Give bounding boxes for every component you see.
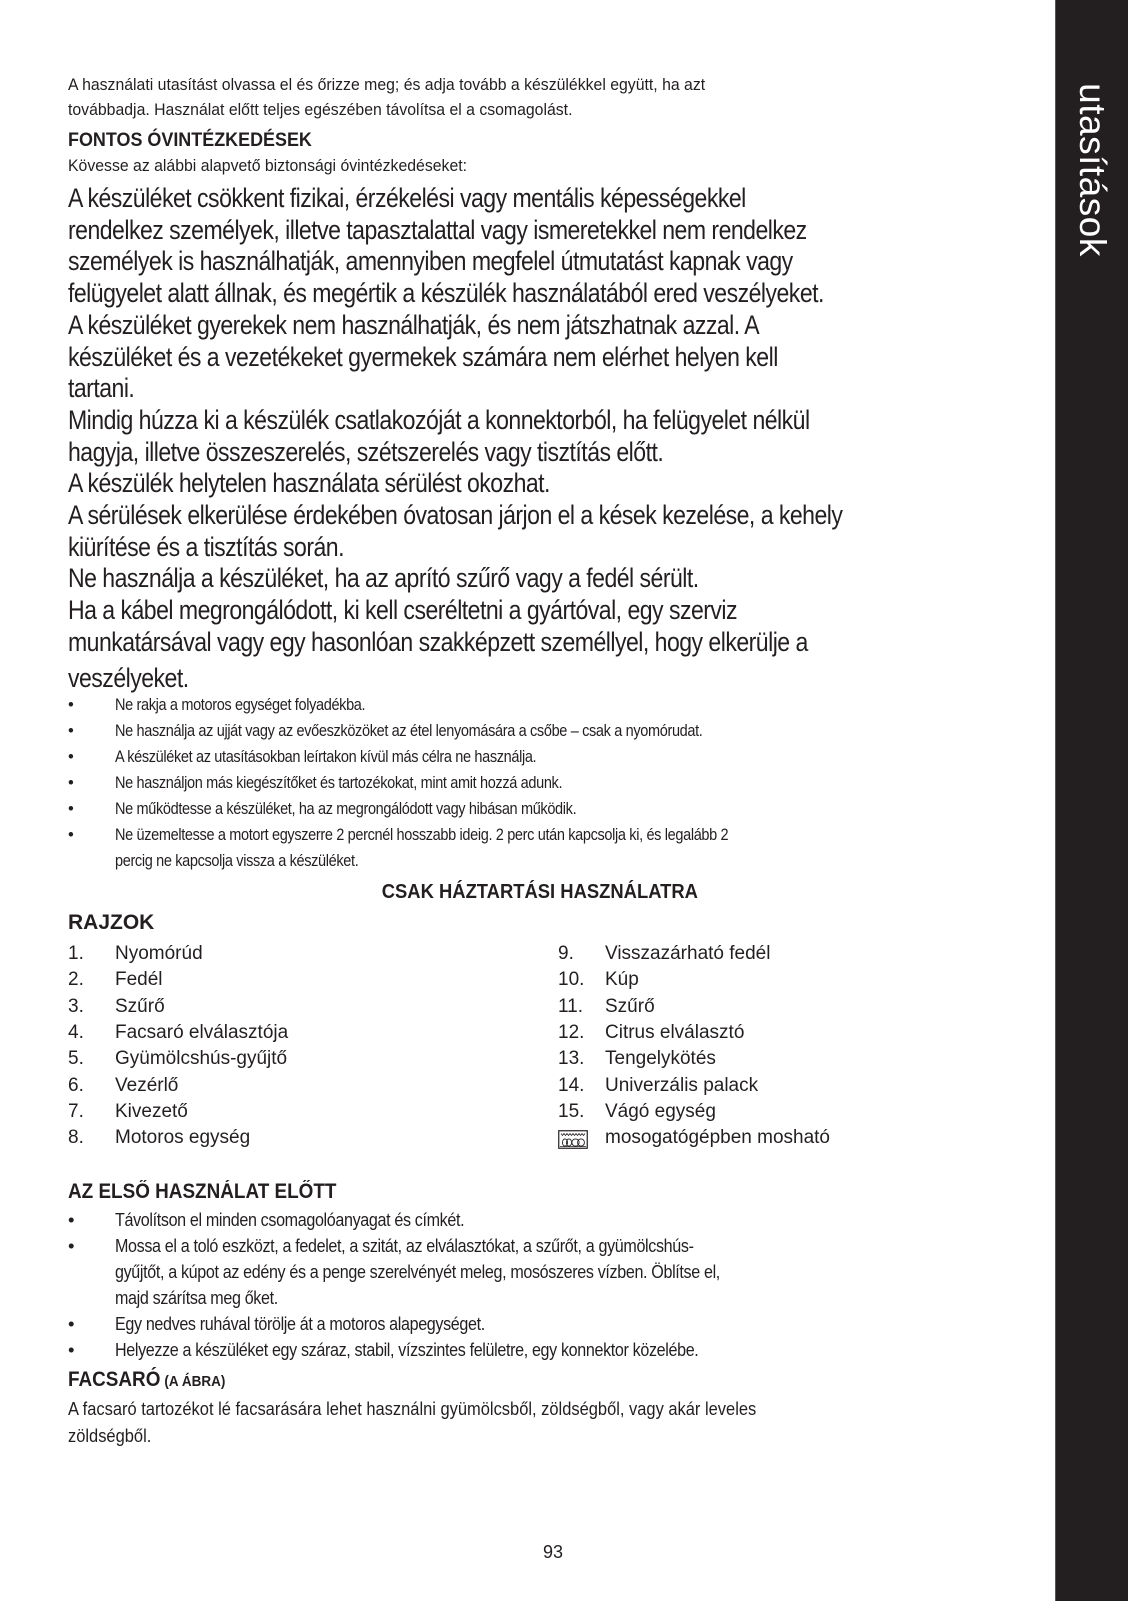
bullet-text: Ne működtesse a készüléket, ha az megrongálódott vagy hibásan működik. <box>115 800 577 818</box>
bullet-text: Mossa el a toló eszközt, a fedelet, a szitát, az elválasztókat, a szűrőt, a gyümölcshús- <box>115 1235 694 1256</box>
bullet-icon: • <box>68 826 74 844</box>
item-number: 12. <box>558 1021 585 1043</box>
item-number: 2. <box>68 969 84 991</box>
item-label: Vezérlő <box>115 1074 179 1096</box>
item-number: 4. <box>68 1021 84 1043</box>
bullet-icon: • <box>68 748 74 766</box>
dishwasher-safe-icon <box>558 1130 588 1149</box>
item-label: Kivezető <box>115 1100 188 1122</box>
item-label: Visszazárható fedél <box>605 943 771 964</box>
first-use-heading: AZ ELSŐ HASZNÁLAT ELŐTT <box>68 1180 337 1203</box>
dishwasher-safe-label: mosogatógépben mosható <box>605 1127 830 1149</box>
item-label: Fedél <box>115 969 163 991</box>
safety-line: A sérülések elkerülése érdekében óvatosan járjon el a kések kezelése, a kehely <box>68 500 843 531</box>
safety-line: A készüléket csökkent fizikai, érzékelési vagy mentális képességekkel <box>68 183 746 213</box>
safety-line: tartani. <box>68 373 135 404</box>
item-number: 13. <box>558 1048 585 1070</box>
bullet-icon: • <box>68 1313 75 1334</box>
juicer-heading-suffix: (A ÁBRA) <box>164 1373 226 1390</box>
item-label: Citrus elválasztó <box>605 1021 745 1043</box>
safety-line: munkatársával vagy egy hasonlóan szakképzett személlyel, hogy elkerülje a <box>68 626 808 657</box>
safety-large-text <box>68 183 958 694</box>
bullet-text: Távolítson el minden csomagolóanyagat és címkét. <box>115 1209 465 1230</box>
item-label: Szűrő <box>115 995 165 1017</box>
safety-line: felügyelet alatt állnak, és megértik a készülék használatából ered veszélyeket. <box>68 278 824 309</box>
safety-line: Mindig húzza ki a készülék csatlakozóját a konnektorból, ha felügyelet nélkül <box>68 404 810 435</box>
bullet-text: A készüléket az utasításokban leírtakon kívül más célra ne használja. <box>115 748 537 766</box>
safety-heading: FONTOS ÓVINTÉZKEDÉSEK <box>68 129 312 151</box>
item-number: 7. <box>68 1100 84 1122</box>
bullet-text: Helyezze a készüléket egy száraz, stabil, vízszintes felületre, egy konnektor közelébe. <box>115 1339 699 1360</box>
item-label: Kúp <box>605 969 639 991</box>
bullet-text: percig ne kapcsolja vissza a készüléket. <box>115 852 359 870</box>
item-label: Gyümölcshús-gyűjtő <box>115 1048 288 1070</box>
safety-line: rendelkez személyek, illetve tapasztalattal vagy ismeretekkel nem rendelkez <box>68 214 807 245</box>
safety-line: készüléket és a vezetékeket gyermekek számára nem elérhet helyen kell <box>68 341 778 372</box>
section-side-tab <box>1055 0 1128 1601</box>
item-number: 5. <box>68 1048 84 1070</box>
intro-line-2: továbbadja. Használat előtt teljes egészében távolítsa el a csomagolást. <box>68 100 573 119</box>
bullet-text: Ne üzemeltesse a motort egyszerre 2 percnél hosszabb ideig. 2 perc után kapcsolja ki, és legalább 2 <box>115 826 729 844</box>
bullet-text: Ne használja az ujját vagy az evőeszközöket az étel lenyomására a csőbe – csak a nyomórudat. <box>115 722 703 740</box>
item-number: 14. <box>558 1074 585 1096</box>
safety-line: személyek is használhatják, amennyiben megfelel útmutatást kapnak vagy <box>68 246 793 277</box>
household-notice: CSAK HÁZTARTÁSI HASZNÁLATRA <box>381 881 699 903</box>
item-number: 1. <box>68 943 84 964</box>
juicer-line: A facsaró tartozékot lé facsarására lehet használni gyümölcsből, zöldségből, vagy akár leveles <box>68 1398 757 1419</box>
bullet-text: Egy nedves ruhával törölje át a motoros alapegységet. <box>115 1313 485 1334</box>
item-label: Facsaró elválasztója <box>115 1021 289 1043</box>
bullet-text: majd szárítsa meg őket. <box>115 1287 278 1308</box>
item-number: 3. <box>68 995 84 1017</box>
item-number: 9. <box>558 943 574 964</box>
bullet-icon: • <box>68 1209 75 1230</box>
safety-line: kiürítése és a tisztítás során. <box>68 531 344 562</box>
item-label: Vágó egység <box>605 1100 716 1122</box>
item-label: Szűrő <box>605 995 655 1017</box>
item-number: 15. <box>558 1100 585 1122</box>
item-label: Univerzális palack <box>605 1074 759 1096</box>
item-label: Motoros egység <box>115 1127 251 1149</box>
bullet-icon: • <box>68 722 74 740</box>
drawings-list-left <box>68 941 528 1153</box>
juicer-heading-wrap <box>68 1368 225 1392</box>
bullet-text: Ne rakja a motoros egységet folyadékba. <box>115 696 366 714</box>
bullet-icon: • <box>68 1235 75 1256</box>
safety-line: Ne használja a készüléket, ha az aprító szűrő vagy a fedél sérült. <box>68 563 699 594</box>
item-label: Tengelykötés <box>605 1048 716 1070</box>
bullet-text: Ne használjon más kiegészítőket és tartozékokat, mint amit hozzá adunk. <box>115 774 563 792</box>
juicer-heading: FACSARÓ <box>68 1368 161 1391</box>
safety-line: hagyja, illetve összeszerelés, szétszerelés vagy tisztítás előtt. <box>68 436 664 467</box>
item-number: 10. <box>558 969 585 991</box>
bullet-icon: • <box>68 774 74 792</box>
side-tab-label: utasítások <box>1072 83 1113 257</box>
bullet-icon: • <box>68 800 74 818</box>
bullet-icon: • <box>68 1339 75 1360</box>
item-number: 11. <box>558 995 584 1017</box>
item-number: 8. <box>68 1127 84 1149</box>
drawings-list-right <box>558 941 1018 1153</box>
safety-line: veszélyeket. <box>68 662 189 693</box>
safety-line: A készülék helytelen használata sérülést okozhat. <box>68 468 550 499</box>
bullet-icon: • <box>68 696 74 714</box>
juicer-line: zöldségből. <box>68 1425 152 1446</box>
safety-line: Ha a kábel megrongálódott, ki kell cseréltetni a gyártóval, egy szerviz <box>68 595 738 626</box>
page-number: 93 <box>542 1542 564 1562</box>
drawings-heading: RAJZOK <box>68 911 155 934</box>
item-label: Nyomórúd <box>115 943 203 964</box>
intro-line-1: A használati utasítást olvassa el és őrizze meg; és adja tovább a készülékkel együtt, ha azt <box>68 75 706 94</box>
safety-line: A készüléket gyerekek nem használhatják, és nem játszhatnak azzal. A <box>68 309 760 340</box>
safety-subheading: Kövesse az alábbi alapvető biztonsági óvintézkedéseket: <box>68 156 468 175</box>
household-notice-wrap <box>68 880 1012 904</box>
item-number: 6. <box>68 1074 84 1096</box>
bullet-text: gyűjtőt, a kúpot az edény és a penge szerelvényét meleg, mosószeres vízben. Öblítse el, <box>115 1261 720 1282</box>
